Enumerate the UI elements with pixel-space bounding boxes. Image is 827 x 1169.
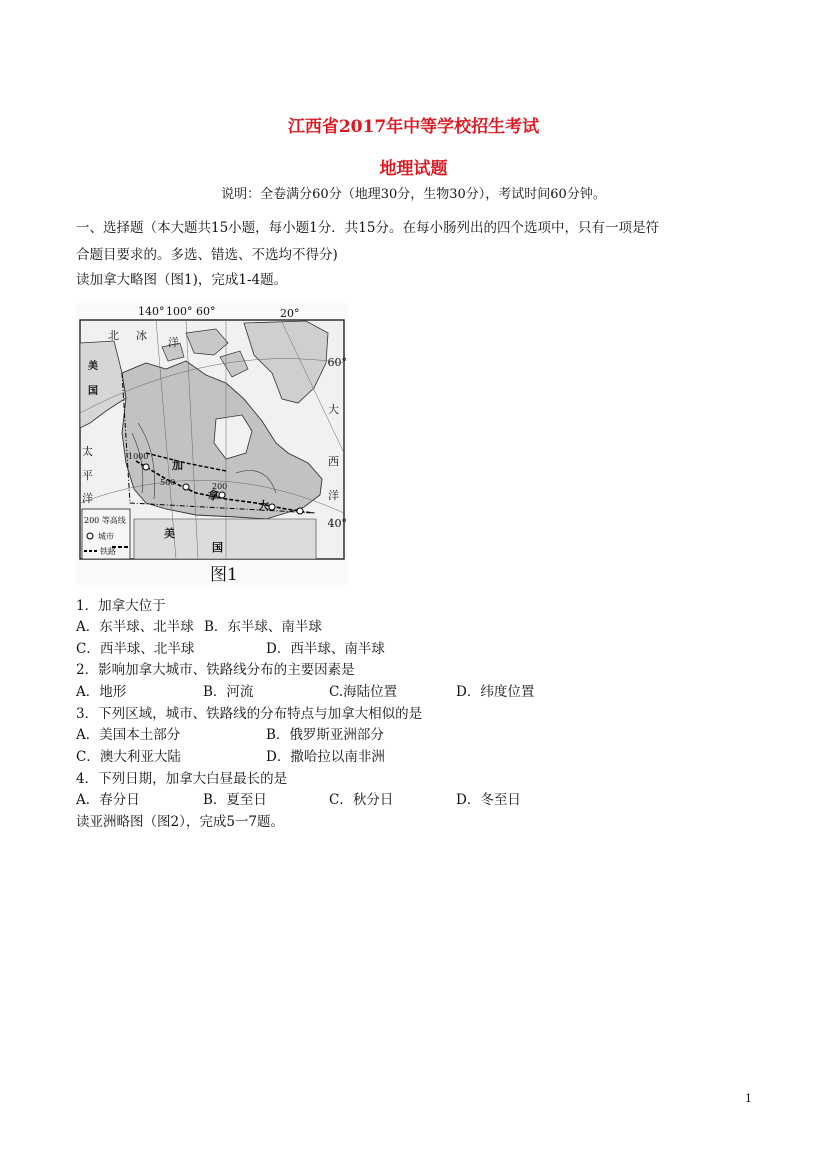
question-2-option-a: A．地形 — [76, 684, 127, 700]
region-label: 国 — [212, 541, 223, 554]
ocean-label: 大 — [328, 403, 339, 416]
usa-landmass — [134, 519, 316, 559]
lon-label: 60° — [196, 305, 216, 318]
contour-label: 500 — [160, 478, 176, 487]
section-heading-line1: 一、选择题（本大题共15小题，每小题1分．共15分。在每小肠列出的四个选项中，只有一项是符 — [76, 220, 659, 236]
legend-railway-label: 铁路 — [100, 547, 116, 556]
city-marker — [219, 492, 225, 498]
question-3-stem: 3．下列区域，城市、铁路线的分布特点与加拿大相似的是 — [76, 706, 423, 722]
exam-note: 说明：全卷满分60分（地理30分，生物30分），考试时间60分钟。 — [221, 187, 606, 202]
legend-contour-label: 200 等高线 — [84, 516, 126, 525]
question-4-option-b: B．夏至日 — [203, 792, 267, 808]
lat-label: 40° — [327, 517, 347, 530]
exam-subtitle: 地理试题 — [379, 159, 448, 179]
lat-label: 60° — [327, 356, 347, 369]
contour-label: 1000 — [128, 452, 149, 461]
question-3-option-a: A．美国本土部分 — [76, 727, 181, 743]
question-3-option-b: B．俄罗斯亚洲部分 — [266, 727, 384, 743]
ocean-label: 洋 — [82, 492, 93, 505]
city-marker — [297, 508, 303, 514]
question-2-option-d: D．纬度位置 — [456, 684, 535, 700]
region-label: 美 — [88, 361, 98, 372]
ocean-label: 北 — [108, 329, 119, 342]
ocean-label: 太 — [82, 445, 93, 458]
region-label: 大 — [258, 499, 269, 512]
city-marker — [269, 504, 275, 510]
region-label: 加 — [172, 459, 183, 472]
lon-label: 140° — [138, 305, 165, 318]
question-4-option-c: C．秋分日 — [329, 792, 394, 808]
lon-label: 20° — [280, 307, 300, 320]
question-4-option-d: D．冬至日 — [456, 792, 521, 808]
question-1-option-a: A．东半球、北半球 — [76, 619, 194, 635]
page-number: 1 — [745, 1092, 752, 1105]
ocean-label: 洋 — [168, 336, 179, 349]
figure-caption: 图1 — [210, 565, 238, 585]
ocean-label: 冰 — [136, 329, 147, 342]
question-2-stem: 2．影响加拿大城市、铁路线分布的主要因素是 — [76, 662, 355, 678]
section-heading-line2: 合题目要求的。多选、错选、不选均不得分) — [76, 247, 338, 263]
question-1-stem: 1．加拿大位于 — [76, 598, 166, 614]
question-4-stem: 4．下列日期，加拿大白昼最长的是 — [76, 771, 288, 787]
figure1-intro: 读加拿大略图（图1)，完成1-4题。 — [76, 272, 288, 288]
lon-label: 100° — [166, 305, 193, 318]
question-1-option-c: C．西半球、北半球 — [76, 641, 195, 657]
ocean-label: 平 — [82, 469, 93, 482]
question-1-option-d: D．西半球、南半球 — [266, 641, 385, 657]
question-4-option-a: A．春分日 — [76, 792, 140, 808]
ocean-label: 洋 — [328, 489, 339, 502]
question-1-option-b: B．东半球、南半球 — [204, 619, 322, 635]
question-2-option-c: C.海陆位置 — [329, 684, 398, 700]
figure2-intro: 读亚洲略图（图2），完成5一7题。 — [76, 814, 285, 830]
question-3-option-c: C．澳大利亚大陆 — [76, 749, 181, 765]
region-label: 国 — [88, 386, 98, 397]
legend-city-label: 城市 — [98, 532, 114, 541]
region-label: 美 — [164, 527, 175, 540]
city-marker — [143, 464, 149, 470]
city-marker — [183, 484, 189, 490]
question-3-option-d: D．撒哈拉以南非洲 — [266, 749, 385, 765]
canada-map-figure — [76, 303, 348, 585]
question-2-option-b: B．河流 — [203, 684, 254, 700]
ocean-label: 西 — [328, 455, 339, 468]
contour-label: 200 — [212, 482, 228, 491]
region-label: 拿 — [208, 489, 219, 502]
exam-title: 江西省2017年中等学校招生考试 — [287, 117, 540, 137]
